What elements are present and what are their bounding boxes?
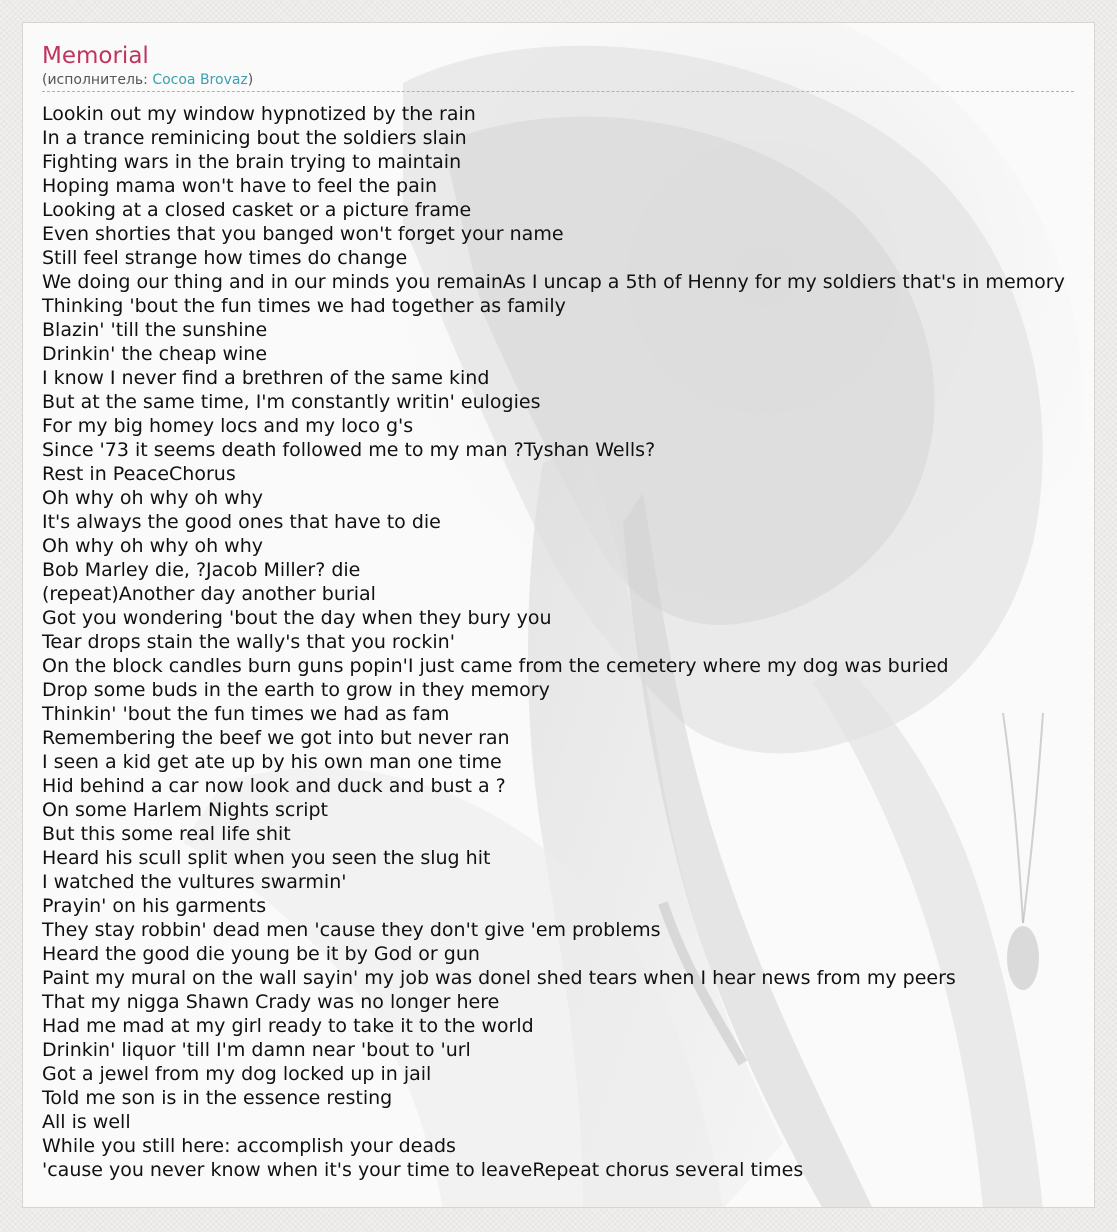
lyric-line: Rest in PeaceChorus [42,463,236,485]
lyric-line: Hoping mama won't have to feel the pain [42,175,438,197]
lyric-line: Prayin' on his garments [42,895,267,917]
lyric-line: But this some real life shit [42,823,291,845]
lyric-line: Drop some buds in the earth to grow in they memory [42,679,550,701]
lyric-line: Lookin out my window hypnotized by the rain [42,103,476,125]
lyric-line: Remembering the beef we got into but never ran [42,727,510,749]
lyric-line: Drinkin' the cheap wine [42,343,268,365]
artist-line [42,71,1074,92]
song-content [42,41,1094,1182]
lyric-line: While you still here: accomplish your deads [42,1135,456,1157]
lyric-line: But at the same time, I'm constantly writin' eulogies [42,391,541,413]
lyric-line: I seen a kid get ate up by his own man one time [42,751,502,773]
lyric-line: Hid behind a car now look and duck and bust a ? [42,775,506,797]
lyric-line: We doing our thing and in our minds you remainAs I uncap a 5th of Henny for my soldiers that's in memory [42,271,1065,293]
lyric-line: Paint my mural on the wall sayin' my job was donel shed tears when I hear news from my peers [42,967,956,989]
lyric-line: Thinkin' 'bout the fun times we had as fam [42,703,450,725]
lyric-line: I watched the vultures swarmin' [42,871,347,893]
lyric-line: 'cause you never know when it's your time to leaveRepeat chorus several times [42,1159,804,1181]
lyrics-text [42,102,1094,1182]
lyric-line: They stay robbin' dead men 'cause they don't give 'em problems [42,919,661,941]
lyric-line: Bob Marley die, ?Jacob Miller? die [42,559,361,581]
lyric-line: For my big homey locs and my loco g's [42,415,414,437]
lyric-line: Drinkin' liquor 'till I'm damn near 'bout to 'url [42,1039,471,1061]
lyric-line: It's always the good ones that have to die [42,511,441,533]
lyric-line: Heard the good die young be it by God or gun [42,943,480,965]
lyric-line: Still feel strange how times do change [42,247,408,269]
lyric-line: Had me mad at my girl ready to take it to the world [42,1015,534,1037]
artist-prefix: (исполнитель: [42,72,153,88]
lyrics-panel [22,22,1095,1208]
artist-link[interactable]: Cocoa Brovaz [152,72,248,88]
lyric-line: Got a jewel from my dog locked up in jail [42,1063,432,1085]
lyric-line: Tear drops stain the wally's that you rockin' [42,631,455,653]
lyric-line: Thinking 'bout the fun times we had together as family [42,295,566,317]
lyric-line: Oh why oh why oh why [42,535,264,557]
lyric-line: Heard his scull split when you seen the slug hit [42,847,491,869]
song-title: Memorial [42,43,149,69]
artist-suffix: ) [247,72,254,88]
lyric-line: Got you wondering 'bout the day when they bury you [42,607,552,629]
lyric-line: Told me son is in the essence resting [42,1087,393,1109]
lyric-line: On the block candles burn guns popin'I just came from the cemetery where my dog was buried [42,655,949,677]
lyric-line: Since '73 it seems death followed me to my man ?Tyshan Wells? [42,439,656,461]
lyric-line: Oh why oh why oh why [42,487,264,509]
lyric-line: That my nigga Shawn Crady was no longer here [42,991,500,1013]
lyric-line: All is well [42,1111,131,1133]
lyric-line: Even shorties that you banged won't forget your name [42,223,564,245]
lyric-line: I know I never find a brethren of the same kind [42,367,490,389]
lyric-line: (repeat)Another day another burial [42,583,376,605]
lyric-line: Fighting wars in the brain trying to maintain [42,151,462,173]
lyric-line: In a trance reminicing bout the soldiers slain [42,127,467,149]
lyric-line: Blazin' 'till the sunshine [42,319,268,341]
lyric-line: On some Harlem Nights script [42,799,328,821]
lyric-line: Looking at a closed casket or a picture frame [42,199,472,221]
